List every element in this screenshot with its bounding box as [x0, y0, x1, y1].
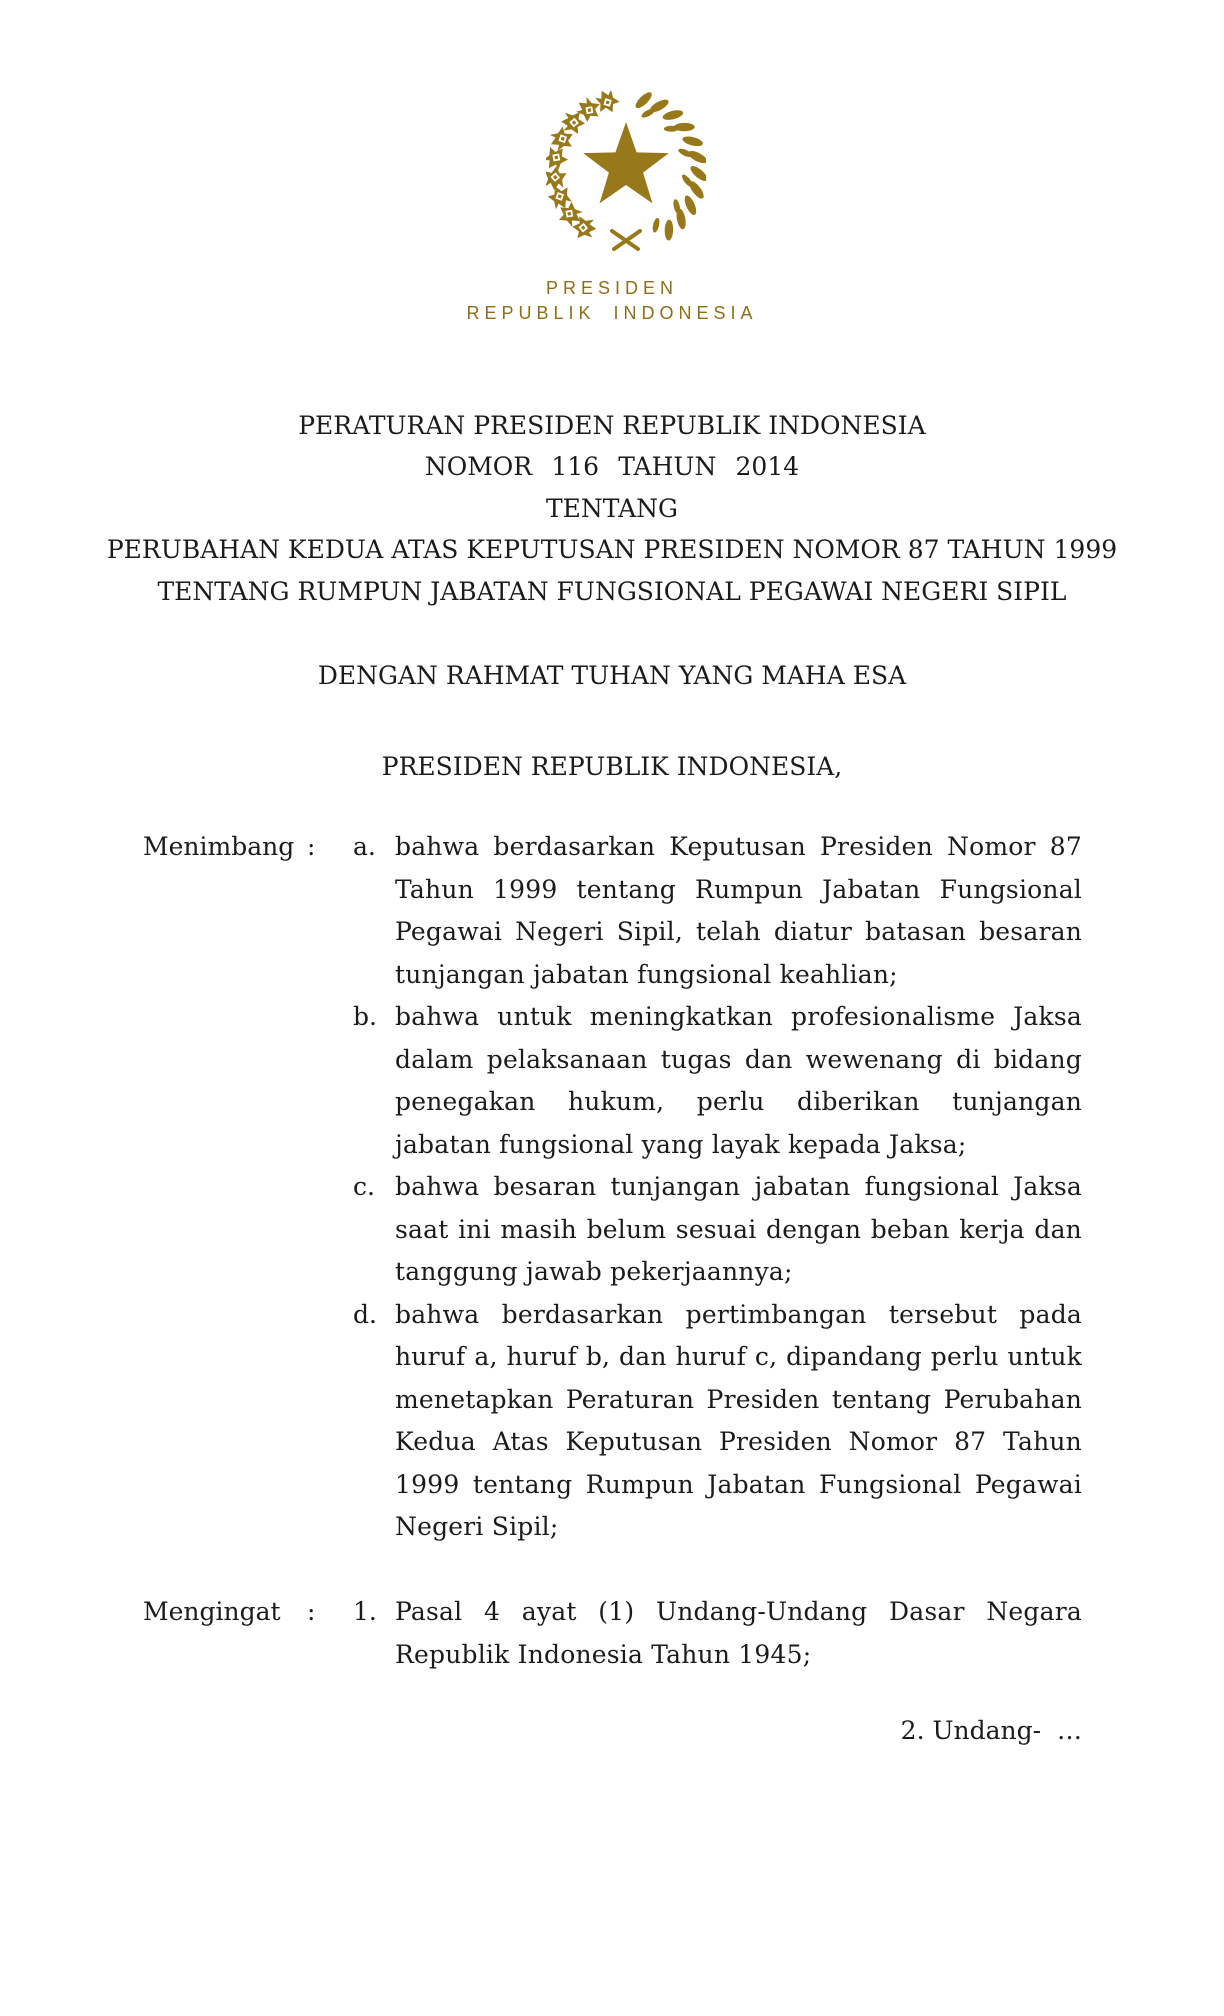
- item-marker: c.: [353, 1172, 375, 1201]
- considering-section: [143, 826, 1082, 1549]
- item-text: Pasal 4 ayat (1) Undang-Undang Dasar Negara Republik Indonesia Tahun 1945;: [395, 1597, 1082, 1669]
- item-text: bahwa berdasarkan Keputusan Presiden Nomor 87 Tahun 1999 tentang Rumpun Jabatan Fungsional Pegawai Negeri Sipil, telah diatur batasan besaran tunjangan jabatan fungsional keahlian;: [395, 832, 1082, 989]
- considering-items: [353, 826, 1082, 1549]
- letterhead-presiden-text: PRESIDEN: [545, 278, 679, 298]
- recalling-label: Mengingat: [143, 1597, 281, 1626]
- recalling-item-1: [353, 1591, 1082, 1676]
- item-marker: d.: [353, 1299, 377, 1329]
- item-marker: b.: [353, 1002, 377, 1031]
- item-text: bahwa untuk meningkatkan profesionalisme Jaksa dalam pelaksanaan tugas dan wewenang di bidang penegakan hukum, perlu diberikan tunjangan jabatan fungsional yang layak kepada Jaksa;: [395, 1002, 1082, 1159]
- title-line-tentang: TENTANG: [545, 493, 678, 523]
- title-line-number-year: NOMOR 116 TAHUN 2014: [424, 452, 800, 482]
- item-marker: a.: [353, 832, 376, 861]
- regulation-title: [0, 405, 1224, 612]
- page-catchword: 2. Undang- …: [900, 1716, 1082, 1745]
- authority-line: PRESIDEN REPUBLIK INDONESIA,: [381, 752, 843, 781]
- recalling-items: [353, 1591, 1082, 1676]
- title-line-subject-2: TENTANG RUMPUN JABATAN FUNGSIONAL PEGAWAI NEGERI SIPIL: [157, 576, 1067, 606]
- recalling-section: [143, 1591, 1082, 1676]
- item-text: bahwa besaran tunjangan jabatan fungsional Jaksa saat ini masih belum sesuai dengan beban kerja dan tanggung jawab pekerjaannya;: [395, 1172, 1082, 1286]
- invocation-line: DENGAN RAHMAT TUHAN YANG MAHA ESA: [317, 661, 907, 690]
- considering-label: Menimbang: [143, 832, 295, 861]
- recalling-colon: :: [307, 1597, 316, 1626]
- considering-colon: :: [307, 832, 316, 861]
- letterhead-republik-indonesia-text: REPUBLIK INDONESIA: [466, 303, 758, 323]
- considering-item-d: [353, 1294, 1082, 1549]
- title-line-subject-1: PERUBAHAN KEDUA ATAS KEPUTUSAN PRESIDEN NOMOR 87 TAHUN 1999: [106, 535, 1118, 565]
- presidential-star-wreath-emblem-icon: [546, 91, 706, 251]
- item-text: bahwa berdasarkan pertimbangan tersebut pada huruf a, huruf b, dan huruf c, dipandang perlu untuk menetapkan Peraturan Presiden tentang Perubahan Kedua Atas Keputusan Presiden Nomor 87 Tahun 1999 tentang Rumpun Jabatan Fungsional Pegawai Negeri Sipil;: [395, 1299, 1082, 1541]
- considering-item-b: [353, 996, 1082, 1166]
- item-marker: 1.: [353, 1597, 377, 1626]
- title-line-regulation: PERATURAN PRESIDEN REPUBLIK INDONESIA: [298, 411, 926, 440]
- considering-item-c: [353, 1166, 1082, 1294]
- considering-item-a: [353, 826, 1082, 996]
